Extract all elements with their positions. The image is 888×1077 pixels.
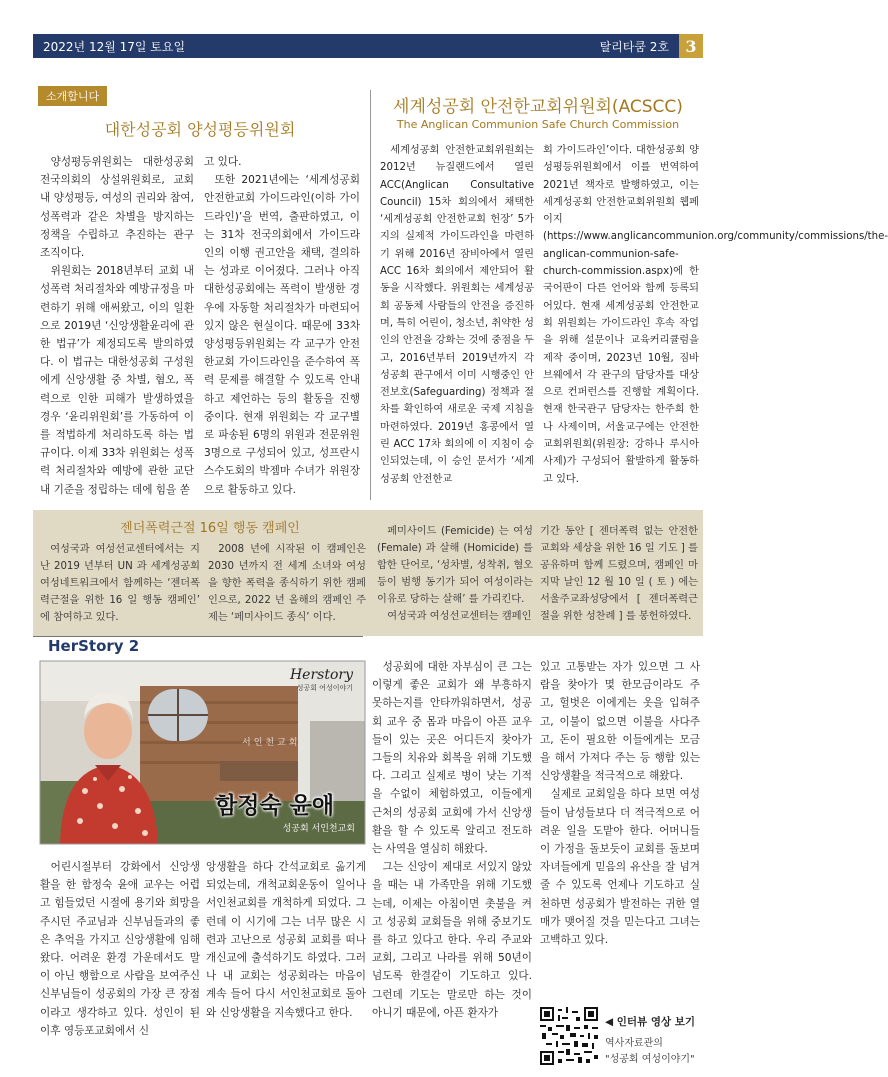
interviewee-name: 함정숙 윤애: [215, 793, 335, 819]
issue-date: 2022년 12월 17일 토요일: [43, 39, 186, 54]
campaign-column-4: [540, 523, 698, 625]
herstory-column-3: [372, 658, 532, 1022]
paragraph: 여성국과 여성선교센터는 캠페인: [387, 611, 532, 622]
article2-column-1: [380, 142, 534, 488]
logo-subtext: 성공회 여성이야기: [296, 684, 353, 692]
herstory-column-4: [540, 658, 700, 949]
section-tag: 소개합니다: [38, 86, 107, 106]
campaign-column-1: [40, 541, 200, 626]
qr-code[interactable]: [540, 1007, 598, 1065]
paragraph: 앙생활을 하다 간석교회로 옮기게 되었는데, 개척교회운동이 일어나 서인천교회를 개척하게 되었다. 그런데 이 시기에 그는 너무 많은 시련과 고난으로 성공회 교회를 떠나 개신교에 출석하기도 하였다. 그러나 내 교회는 성공회라는 마음이 계속 들어 다시 서인천교회로 돌아와 신앙생활을 지속했다고 한다.: [206, 861, 366, 1019]
paragraph: 위원회는 2018년부터 교회 내 성폭력 처리절차와 예방규정을 마련하기 위해 애써왔고, 이의 일환으로 2019년 ‘신앙생활윤리에 관한 법규’가 제정되도록 발의하였다. 이 법규는 대한성공회 구성원에게 신앙생활 중 차별, 혐오, 폭력으로 인한 피해가 발생하였을 경우 ‘윤리위원회’를 가동하여 이를 적법하게 처리하도록 하는 법규이다. 이제 33차 위원회는 성폭력 처리절차와 예방에 관한 교단 내 기준을 정립하는 데에 힘을 쏟: [40, 265, 194, 496]
qr-caption-title: "성공회 여성이야기": [605, 1054, 695, 1065]
herstory-column-2: [206, 858, 366, 1022]
herstory-column-1: [40, 858, 200, 1040]
interviewee-church: 성공회 서인천교회: [282, 824, 355, 834]
paragraph: 그는 신앙이 제대로 서있지 않았을 때는 내 가족만을 위해 기도했는데, 이제는 아침이면 촛불을 켜고 성공회 교회들을 위해 중보기도를 하고 있다고 한다. 우리 주교와 교회, 그리고 나라를 위해 50년이 넘도록 한결같이 기도하고 있다. 그런데 기도는 말로만 하는 것이 아니기 때문에, 아픈 환자가: [372, 861, 532, 1019]
paragraph: 회 가이드라인’이다. 대한성공회 양성평등위원회에서 이를 번역하여 2021년 책자로 발행하였고, 이는 세계성공회 안전한교회위원회 웹페이지(https://www.anglicancommunion.org/community/commissions/the-anglican-communion-safe-church-commission.aspx)에 한국어판이 다른 언어와 함께 등록되어있다. 현재 세계성공회 안전한교회 위원회는 가이드라인 후속 작업을 위해 설문이나 교육커리큘럼을 제작 중이며, 2023년 10월, 짐바브웨에서 각 관구의 담당자를 대상으로 컨퍼런스를 진행할 계획이다. 현재 한국관구 담당자는 한주희 한나 사제이며, 서울교구에는 안전한교회위원회(위원장: 강하나 루시아 사제)가 구성되어 활발하게 활동하고 있다.: [543, 145, 888, 485]
paragraph: 있고 고통받는 자가 있으면 그 사람을 찾아가 몇 한모금이라도 주고, 헐벗은 이에게는 옷을 입혀주고, 이불이 없으면 이불을 사다주고, 돈이 필요한 이들에게는 모금을 해서 가져다 주는 등 행함 있는 신앙생활을 적극적으로 해왔다.: [540, 661, 700, 783]
paragraph: 실제로 교회일을 하다 보면 여성들이 남성들보다 더 적극적으로 어려운 일을 도맡아 한다. 어머니들이 가정을 돌보듯이 교회를 돌보며 자녀들에게 믿음의 유산을 잘 넘겨줄 수 있도록 언제나 기도하고 실천하면 성공회가 발전하는 귀한 열매가 맺어질 것을 믿는다고 그녀는 고백하고 있다.: [540, 788, 700, 947]
paragraph: 페미사이드 (Femicide) 는 여성 (Female) 과 살해 (Homicide) 를 합한 단어로, ‘성차별, 성착취, 혐오 등이 범행 동기가 되어 여성이라는 이유로 당하는 살해’ 를 가리킨다.: [377, 526, 533, 605]
paragraph: 여성국과 여성선교센터에서는 지난 2019 년부터 UN 과 세계성공회 여성네트워크에서 함께하는 ‘젠더폭력근절을 위한 16 일 행동 캠페인’ 에 참여하고 있다.: [40, 544, 200, 623]
article2-title: 세계성공회 안전한교회위원회(ACSCC): [393, 97, 683, 117]
page-number: 3: [679, 34, 703, 58]
article1-title: 대한성공회 양성평등위원회: [104, 120, 296, 139]
paragraph: 고 있다.: [204, 156, 242, 168]
page-header: [33, 34, 703, 58]
campaign-title: 젠더폭력근절 16일 행동 캠페인: [120, 521, 300, 536]
campaign-column-3: [377, 523, 533, 625]
qr-caption-source: 역사자료관의: [605, 1038, 663, 1049]
article2-column-2: [543, 142, 888, 488]
logo-text: Herstory: [289, 667, 353, 683]
church-sign: 서인천교회: [242, 738, 301, 748]
article1-column-1: [40, 153, 194, 499]
paragraph: 2008 년에 시작된 이 캠페인은 2030 년까지 전 세계 소녀와 여성을 향한 폭력을 종식하기 위한 캠페인으로, 2022 년 올해의 캠페인 주제는 ‘페미사이드 종식’ 이다.: [208, 544, 366, 623]
herstory-logo: [290, 667, 353, 693]
paragraph: 성공회에 대한 자부심이 큰 그는 이렇게 좋은 교회가 왜 부흥하지 못하는지를 안타까워하면서, 성공회 교우 중 몸과 마음이 아픈 교우들이 있는 곳은 어디든지 찾아가 그들의 치유와 회복을 위해 기도했다. 그리고 실제로 병이 낫는 기적을 수없이 체험하였고, 이들에게 근처의 성공회 교회에 가서 신앙생활을 할 수 있도록 알리고 전도하는 사역을 열심히 해왔다.: [372, 661, 532, 856]
herstory-label: HerStory 2: [48, 637, 140, 655]
column-divider: [370, 90, 371, 500]
paragraph: 어린시절부터 강화에서 신앙생활을 한 함정숙 윤애 교우는 어렵고 힘들었던 시절에 용기와 희망을 주시던 주교님과 신부님들과의 좋은 추억을 가지고 신앙생활에 임해왔다. 어려운 환경 가운데서도 말이 아닌 행함으로 사람을 보여주신 신부님들이 성공회의 가장 큰 장점이라고 생각하고 있다. 성인이 된 이후 영등포교회에서 신: [40, 861, 200, 1037]
article1-column-2: [204, 153, 360, 499]
qr-caption: ◀ 인터뷰 영상 보기: [605, 1016, 696, 1028]
campaign-column-2: [208, 541, 366, 626]
interview-photo: [40, 661, 365, 844]
article2-subtitle: The Anglican Communion Safe Church Commission: [396, 118, 680, 131]
paragraph: 세계성공회 안전한교회위원회는 2012년 뉴질랜드에서 열린 ACC(Anglican Consultative Council) 15차 회의에서 채택한 ‘세계성공회 안전한교회 헌장’ 5가지의 실제적 가이드라인을 마련하기 위해 2016년 잠비아에서 열린 ACC 16차 회의에서 제안되어 활동을 시작했다. 위원회는 세계성공회 공동체 사람들의 안전을 증진하며, 특히 어린이, 청소년, 취약한 성인의 안전을 강화는 것에 중점을 두고, 2016년부터 2019년까지 각 성공회 관구에서 이미 시행중인 안전보호(Safeguarding) 정책과 절차를 확인하여 새로운 국제 지침을 마련하였다. 2019년 홍콩에서 열린 ACC 17차 회의에 이 지침이 승인되었는데, 이 승인 문서가 ‘세계성공회 안전한교: [380, 145, 534, 485]
paragraph: 또한 2021년에는 ‘세계성공회 안전한교회 가이드라인(이하 가이드라인)’을 번역, 출판하였고, 이는 31차 전국의회에서 가이드라인의 이행 권고안을 채택, 결의하는 성과로 이어졌다. 그러나 아직 대한성공회에는 폭력이 발생한 경우에 자동할 처리절차가 마련되어 있지 않은 현실이다. 때문에 33차 양성평등위원회는 각 교구가 안전한교회 가이드라인을 준수하여 폭력 문제를 해결할 수 있도록 안내하고 제언하는 등의 활동을 진행 중이다. 현재 위원회는 각 교구별로 파송된 6명의 위원과 전문위원 3명으로 구성되어 있고, 성프란시스수도회의 박젬마 수녀가 위원장으로 활동하고 있다.: [204, 174, 360, 496]
paragraph: 기간 동안 [ 젠더폭력 없는 안전한 교회와 세상을 위한 16 일 기도 ] 를 공유하며 함께 드렸으며, 캠페인 마지막 날인 12 월 10 일 ( 토 ) 에는 서울주교좌성당에서 [ 젠더폭력근절을 위한 성찬례 ] 를 봉헌하였다.: [540, 526, 698, 622]
issue-name: 탈리타쿰 2호: [599, 39, 669, 54]
paragraph: 양성평등위원회는 대한성공회 전국의회의 상설위원회로, 교회 내 양성평등, 여성의 권리와 참여, 성폭력과 같은 차별을 방지하는 정책을 수립하고 추진하는 관구 조직이다.: [40, 156, 194, 260]
